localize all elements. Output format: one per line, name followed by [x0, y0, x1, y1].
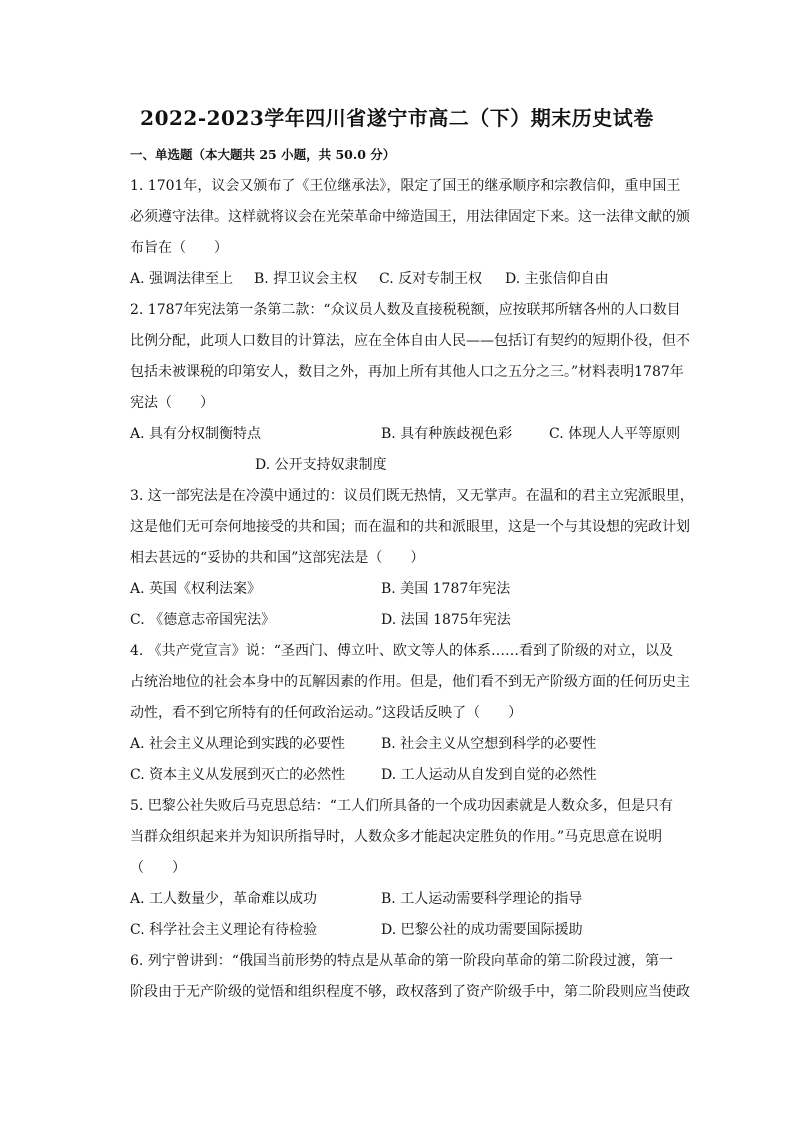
question-5-line-1: 5. 巴黎公社失败后马克思总结：“工人们所具备的一个成功因素就是人数众多，但是只有 [130, 798, 673, 814]
question-3-line-3: 相去甚远的“妥协的共和国”这部宪法是（ ） [130, 550, 425, 566]
question-1-option-d: D. 主张信仰自由 [505, 271, 609, 287]
question-3-option-d: D. 法国 1875年宪法 [381, 612, 511, 628]
question-4-option-d: D. 工人运动从自发到自觉的必然性 [381, 767, 597, 783]
question-5-option-d: D. 巴黎公社的成功需要国际援助 [381, 922, 583, 938]
question-1-option-a: A. 强调法律至上 [130, 271, 234, 287]
question-5-option-a: A. 工人数量少，革命难以成功 [130, 891, 318, 907]
question-1-option-c: C. 反对专制王权 [379, 271, 483, 287]
question-3-line-1: 3. 这一部宪法是在冷漠中通过的：议员们既无热情，又无掌声。在温和的君主立宪派眼里， [130, 488, 694, 504]
question-1-line-3: 布旨在（ ） [130, 240, 228, 256]
question-1-line-1: 1. 1701年，议会又颁布了《王位继承法》，限定了国王的继承顺序和宗教信仰，重申国王 [130, 178, 681, 194]
question-2-line-1: 2. 1787年宪法第一条第二款：“众议员人数及直接税税额，应按联邦所辖各州的人口数目 [130, 302, 681, 318]
question-2-line-4: 宪法（ ） [130, 395, 214, 411]
question-2-option-a: A. 具有分权制衡特点 [130, 426, 262, 442]
question-1-option-b: B. 捍卫议会主权 [254, 271, 358, 287]
question-5-line-2: 当群众组织起来并为知识所指导时，人数众多才能起决定胜负的作用。”马克思意在说明 [130, 829, 663, 845]
question-3-line-2: 这是他们无可奈何地接受的共和国；而在温和的共和派眼里，这是一个与其设想的宪政计划 [130, 519, 690, 535]
question-3-option-a: A. 英国《权利法案》 [130, 581, 262, 597]
section-heading: 一、单选题（本大题共 25 小题，共 50.0 分） [130, 147, 396, 162]
question-5-option-b: B. 工人运动需要科学理论的指导 [381, 891, 583, 907]
question-3-option-c: C. 《德意志帝国宪法》 [130, 612, 276, 628]
question-5-line-3: （ ） [130, 860, 186, 876]
question-4-option-a: A. 社会主义从理论到实践的必要性 [130, 736, 346, 752]
question-6-line-1: 6. 列宁曾讲到：“俄国当前形势的特点是从革命的第一阶段向革命的第二阶段过渡，第一 [130, 953, 673, 969]
question-4-line-2: 占统治地位的社会本身中的瓦解因素的作用。但是，他们看不到无产阶级方面的任何历史主 [130, 674, 690, 690]
question-2-option-d: D. 公开支持奴隶制度 [255, 457, 387, 473]
question-2-line-2: 比例分配，此项人口数目的计算法，应在全体自由人民——包括订有契约的短期仆役，但不 [130, 333, 690, 349]
question-4-line-1: 4. 《共产党宣言》说：“圣西门、傅立叶、欧文等人的体系……看到了阶级的对立，以及 [130, 643, 673, 659]
question-5-option-c: C. 科学社会主义理论有待检验 [130, 922, 318, 938]
page-title: 2022-2023学年四川省遂宁市高二（下）期末历史试卷 [140, 106, 654, 130]
question-4-option-b: B. 社会主义从空想到科学的必要性 [381, 736, 597, 752]
question-3-option-b: B. 美国 1787年宪法 [381, 581, 511, 597]
question-4-line-3: 动性，看不到它所特有的任何政治运动。”这段话反映了（ ） [130, 705, 523, 721]
question-2-option-c: C. 体现人人平等原则 [549, 426, 681, 442]
question-2-line-3: 包括未被课税的印第安人，数目之外，再加上所有其他人口之五分之三。”材料表明1787年 [130, 364, 684, 380]
question-1-line-2: 必须遵守法律。这样就将议会在光荣革命中缔造国王，用法律固定下来。这一法律文献的颁 [130, 209, 690, 225]
question-2-option-b: B. 具有种族歧视色彩 [381, 426, 513, 442]
question-4-option-c: C. 资本主义从发展到灭亡的必然性 [130, 767, 346, 783]
question-6-line-2: 阶段由于无产阶级的觉悟和组织程度不够，政权落到了资产阶级手中，第二阶段则应当使政 [130, 984, 690, 1000]
